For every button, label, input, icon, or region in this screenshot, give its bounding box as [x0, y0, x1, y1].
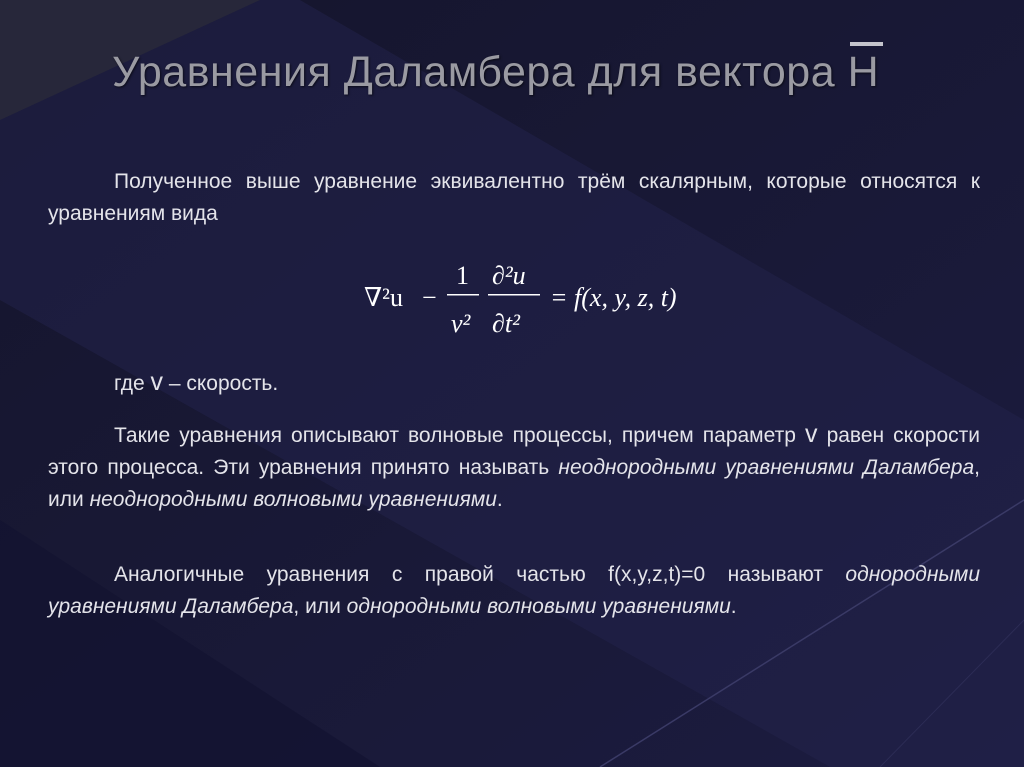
wave-text-end: . [496, 488, 503, 511]
formula-frac2-numerator: ∂²u [492, 261, 526, 290]
where-definition: – скорость. [168, 372, 279, 395]
title-vector-symbol: H [847, 48, 880, 96]
formula-nabla-term: ∇²u [364, 283, 403, 312]
paragraph-homogeneous [48, 559, 980, 623]
wave-text-1: Такие уравнения описывают волновые процессы, причем параметр [114, 424, 796, 447]
formula-frac2-denominator: ∂t² [492, 309, 520, 338]
formula-frac1-denominator: v² [451, 309, 471, 338]
velocity-symbol: v [150, 368, 163, 396]
term-inhomogeneous-dalembert: неоднородными уравнениями Даламбера [558, 456, 975, 479]
paragraph-wave-processes [48, 418, 980, 516]
wave-text-3: , или [48, 456, 980, 511]
intro-text: Полученное выше уравнение эквивалентно трём скалярным, которые относятся к уравнениям вида [48, 170, 980, 225]
where-text: где [114, 372, 145, 395]
formula-frac1-bar [447, 294, 479, 296]
term-inhomogeneous-wave: неоднородными волновыми уравнениями [89, 488, 497, 511]
paragraph-intro [48, 166, 980, 230]
parameter-v-symbol: v [804, 420, 818, 448]
title-text: Уравнения Даламбера для вектора [112, 48, 836, 96]
formula-frac2-bar [488, 294, 540, 296]
term-homogeneous-wave: однородными волновыми уравнениями [346, 595, 731, 618]
term-homogeneous-dalembert: однородными уравнениями Даламбера [48, 563, 980, 618]
homogeneous-text-end: . [730, 595, 737, 618]
slide-title [112, 48, 972, 97]
paragraph-where [48, 366, 980, 400]
homogeneous-text-1: Аналогичные уравнения с правой частью f(x,y,z,t)=0 называют [114, 563, 823, 586]
wave-text-2: равен скорости этого процесса. Эти уравнения принято называть [48, 424, 980, 479]
dalembert-formula [352, 254, 732, 344]
formula-rhs: = f(x, y, z, t) [550, 283, 677, 312]
formula-frac1-numerator: 1 [456, 261, 469, 290]
homogeneous-text-2: , или [293, 595, 341, 618]
formula-minus: − [422, 283, 437, 312]
